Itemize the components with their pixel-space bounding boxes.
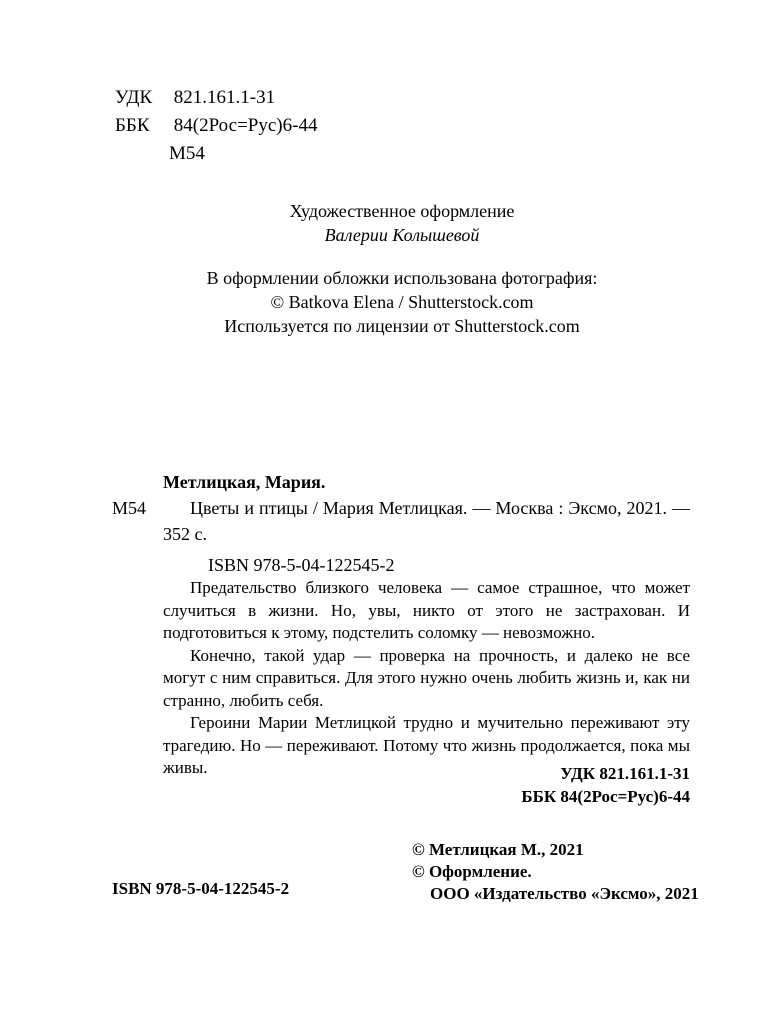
annotation-block bbox=[163, 577, 690, 780]
author-mark: М54 bbox=[169, 143, 205, 164]
footer-isbn: ISBN 978-5-04-122545-2 bbox=[112, 879, 290, 898]
bbk-code-row bbox=[115, 112, 317, 140]
annotation-paragraph-3: Героини Марии Метлицкой трудно и мучительно переживают эту трагедию. Но — переживают. Потому что жизнь продолжается, пока мы живы. bbox=[163, 713, 690, 777]
copyright-design-line: © Оформление. bbox=[412, 862, 532, 881]
annotation-paragraph-2: Конечно, такой удар — проверка на прочность, и далеко не все могут с ним справиться. Для этого нужно очень любить жизнь и, как ни странно, любить себя. bbox=[163, 645, 690, 710]
catalog-author-name: Метлицкая, Мария. bbox=[163, 472, 326, 492]
design-credits-block bbox=[115, 199, 689, 338]
copyright-author-line: © Метлицкая М., 2021 bbox=[412, 840, 584, 859]
bottom-udk-code: УДК 821.161.1-31 bbox=[560, 764, 690, 783]
annotation-paragraph-1: Предательство близкого человека — самое страшное, что может случиться в жизни. Но, увы, никто от этого не застрахован. И подготовиться к этому, подстелить соломку — невозможно. bbox=[163, 578, 690, 642]
publisher-line: ООО «Издательство «Эксмо», 2021 bbox=[430, 884, 699, 903]
bbk-label: ББК bbox=[115, 115, 150, 136]
catalog-entry-block bbox=[163, 469, 690, 578]
catalog-author-mark: М54 bbox=[112, 498, 147, 518]
cover-photo-note: В оформлении обложки использована фотография: bbox=[206, 268, 598, 288]
udk-value: 821.161.1-31 bbox=[173, 87, 276, 108]
catalog-isbn: ISBN 978-5-04-122545-2 bbox=[208, 555, 395, 575]
bottom-bbk-code: ББК 84(2Рос=Рус)6-44 bbox=[521, 787, 690, 806]
udk-code-row bbox=[115, 84, 317, 112]
bbk-value: 84(2Рос=Рус)6-44 bbox=[173, 115, 318, 136]
udk-label: УДК bbox=[115, 87, 153, 108]
license-note: Используется по лицензии от Shutterstock.com bbox=[224, 316, 580, 336]
top-classification-codes bbox=[115, 84, 317, 168]
designer-name: Валерии Колышевой bbox=[324, 225, 480, 245]
photo-credit: © Batkova Elena / Shutterstock.com bbox=[270, 292, 534, 312]
design-credit-heading: Художественное оформление bbox=[289, 201, 515, 221]
footer-copyright-block bbox=[412, 839, 699, 905]
catalog-entry-text: Цветы и птицы / Мария Метлицкая. — Москва : Эксмо, 2021. — 352 с. bbox=[163, 498, 690, 544]
bottom-classification-codes bbox=[400, 762, 690, 808]
